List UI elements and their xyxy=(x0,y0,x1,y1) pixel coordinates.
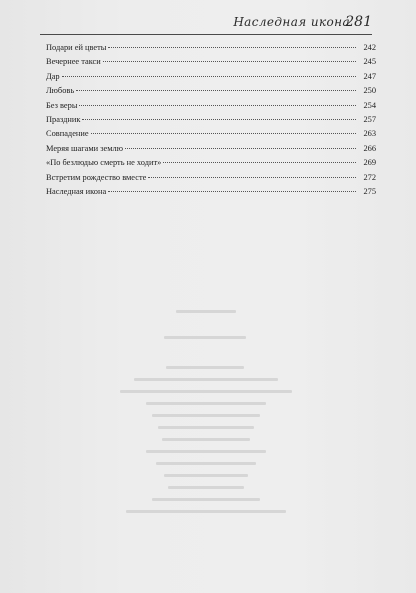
toc-entry xyxy=(46,185,376,199)
toc-entry xyxy=(46,142,376,156)
running-title: Наследная икона xyxy=(233,15,350,29)
toc-entry-page: 257 xyxy=(363,114,376,124)
ghost-line xyxy=(158,426,254,429)
ghost-line xyxy=(134,378,278,381)
ghost-line xyxy=(146,402,266,405)
dot-leader xyxy=(108,47,356,48)
ghost-line xyxy=(146,450,266,453)
toc-entry xyxy=(46,127,376,141)
dot-leader xyxy=(91,133,356,134)
page-number: 281 xyxy=(345,14,372,30)
toc-entry-title: Без веры xyxy=(46,100,78,110)
toc-entry-page: 269 xyxy=(363,158,376,168)
ghost-line xyxy=(120,390,292,393)
toc-entry-page: 263 xyxy=(363,129,376,139)
toc-entry-title: Подари ей цветы xyxy=(46,43,107,52)
toc-entry-title: Наследная икона xyxy=(46,186,107,196)
toc-entry-page: 272 xyxy=(363,172,376,182)
dot-leader xyxy=(82,119,356,120)
toc-entry xyxy=(46,84,376,98)
toc-entry xyxy=(46,41,376,55)
ghost-line xyxy=(152,498,260,501)
toc-entry-page: 245 xyxy=(363,57,376,67)
toc-entry-title: Совпадение xyxy=(46,129,89,139)
toc-entry xyxy=(46,70,376,84)
ghost-line xyxy=(176,310,236,313)
dot-leader xyxy=(76,90,356,91)
page-header xyxy=(0,10,416,34)
dot-leader xyxy=(125,148,356,149)
dot-leader xyxy=(79,105,356,106)
ghost-line xyxy=(164,474,248,477)
toc-entry xyxy=(46,156,376,170)
toc-entry-page: 247 xyxy=(363,71,376,81)
ghost-line xyxy=(162,438,250,441)
toc-entry xyxy=(46,55,376,69)
ghost-line xyxy=(164,336,246,339)
toc-entry-title: Любовь xyxy=(46,86,75,96)
toc-entry-page: 275 xyxy=(363,186,376,196)
ghost-line xyxy=(156,462,256,465)
toc-entry xyxy=(46,113,376,127)
toc-entry xyxy=(46,171,376,185)
toc-entry-page: 254 xyxy=(363,100,376,110)
toc-entry-title: «По безлюдью смерть не ходит» xyxy=(46,158,162,168)
toc-entry-page: 250 xyxy=(363,86,376,96)
ghost-line xyxy=(126,510,286,513)
dot-leader xyxy=(163,162,356,163)
toc-entry xyxy=(46,99,376,113)
toc-entry-page: 242 xyxy=(363,43,376,52)
dot-leader xyxy=(108,191,356,192)
toc-entry-page: 266 xyxy=(363,143,376,153)
toc-entry-title: Вечернее такси xyxy=(46,57,101,67)
toc-entry-title: Праздник xyxy=(46,114,81,124)
header-rule xyxy=(40,34,372,35)
ghost-line xyxy=(166,366,244,369)
toc-entry-title: Встретим рождество вместе xyxy=(46,172,147,182)
dot-leader xyxy=(103,61,356,62)
ghost-line xyxy=(152,414,260,417)
table-of-contents xyxy=(46,41,376,199)
toc-entry-title: Дар xyxy=(46,71,60,81)
toc-entry-title: Меряя шагами землю xyxy=(46,143,123,153)
ghost-line xyxy=(168,486,244,489)
dot-leader xyxy=(148,177,356,178)
dot-leader xyxy=(62,76,356,77)
